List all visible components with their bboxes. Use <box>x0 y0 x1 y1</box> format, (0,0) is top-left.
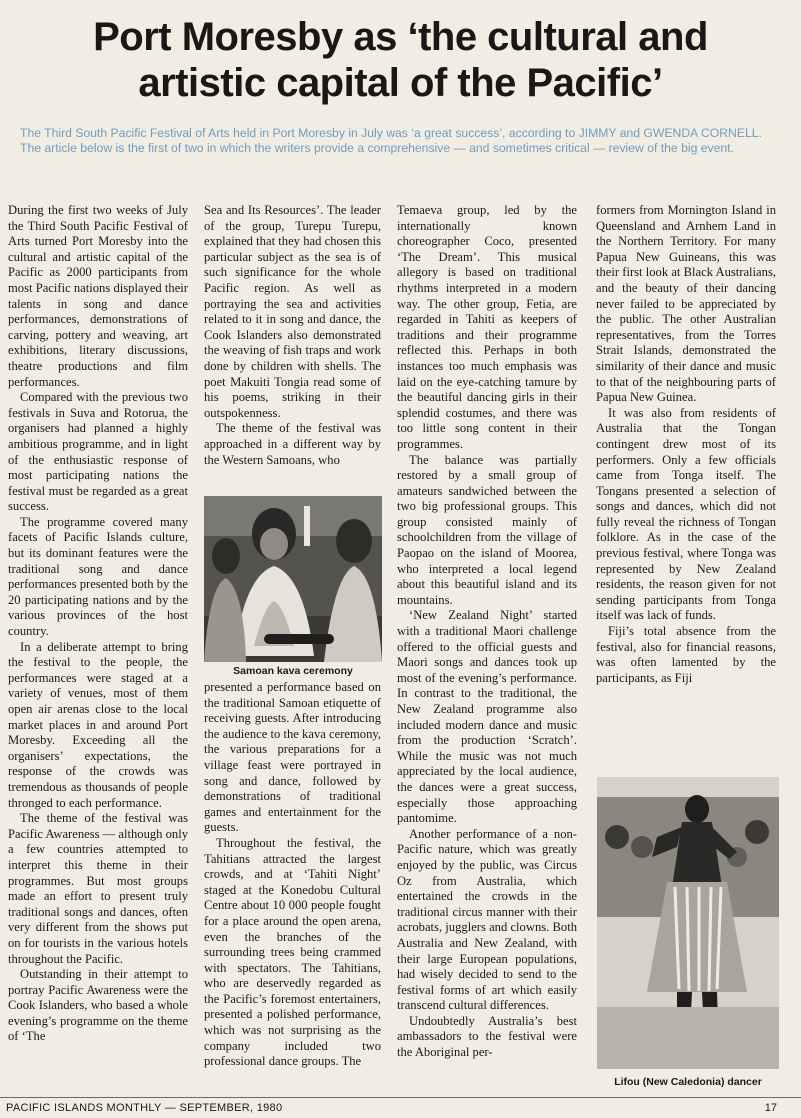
kava-photo-caption: Samoan kava ceremony <box>233 665 353 677</box>
headline <box>0 14 801 106</box>
paragraph: During the first two weeks of July the Third South Pacific Festival of Arts turned Port Moresby into the cultural and artistic capital of the Pacific as 2000 participants from most Pacific nations displayed their talents in song and dance performances, demonstrations of carving, pottery and weaving, art exhibitions, literary discussions, theatre productions and film performances. <box>8 203 188 389</box>
paragraph: The theme of the festival was Pacific Awareness — although only a few countries attempted to interpret this theme in their programmes. But most groups made an effort to present truly traditional songs and dances, often very different from the shows put on for tourists in the various hotels throughout the Pacific. <box>8 811 189 966</box>
standfirst: The Third South Pacific Festival of Arts held in Port Moresby in July was ‘a great success’, according to JIMMY and GWENDA CORNELL. The article below is the first of two in which the writers provide a comprehensive — and sometimes critical — review of the big event. <box>20 126 762 155</box>
article-column-1 <box>8 203 188 1045</box>
article-column-4 <box>596 203 776 686</box>
paragraph: Undoubtedly Australia’s best ambassadors to the festival were the Aboriginal per- <box>397 1013 577 1060</box>
paragraph: Temaeva group, led by the internationally known choreographer Coco, presented ‘The Dream’. This musical allegory is based on traditional rhythms interpreted in a modern way. The other group, Fetia, are regarded in Tahiti as keepers of traditions and their programme reflected this. Perhaps in both instances too much emphasis was laid on the eye-catching tamure by the beautiful dancing girls in their splendid costumes, and there was too little song content in their programmes. <box>397 203 577 451</box>
article-column-3 <box>397 203 577 1061</box>
paragraph: Fiji’s total absence from the festival, also for financial reasons, was often lamented by the participants, as Fiji <box>596 624 776 685</box>
page-number: 17 <box>764 1102 777 1114</box>
paragraph: formers from Mornington Island in Queensland and Arnhem Land in the Northern Territory. For many Papua New Guineans, this was their first look at Black Australians, and the beauty of their dancing never failed to be appreciated by the public. The other Australian representatives, from the Torres Strait Islands, demonstrated the similarity of their dance and music to that of the neighbouring parts of Papua New Guinea. <box>596 203 776 405</box>
article-column-2 <box>204 203 381 468</box>
paragraph: Compared with the previous two festivals in Suva and Rotorua, the organisers had planned a highly ambitious programme, and in light of the enthusiastic response of most participating nations the festival must be regarded as a great success. <box>8 390 188 514</box>
paragraph: The theme of the festival was approached in a different way by the Western Samoans, who <box>204 421 381 467</box>
dancer-photo-caption: Lifou (New Caledonia) dancer <box>614 1076 762 1088</box>
paragraph: ‘New Zealand Night’ started with a traditional Maori challenge offered to the official guests and Maori songs and dances took up most of the evening’s performance. In contrast to the traditional, the New Zealand programme also included modern dance and music from the production ‘Scratch’. While the music was not much appreciated by the local audience, the dances were a great success, especially those approaching pantomime. <box>397 608 577 826</box>
paragraph: The programme covered many facets of Pacific Islands culture, but its dominant features were the traditional song and dance performances presented both by the 20 participating nations and by the various provinces of the host country. <box>8 514 188 639</box>
paragraph: The balance was partially restored by a small group of amateurs sandwiched between the two big professional groups. This group consisted mainly of schoolchildren from the village of Paopao on the island of Moorea, who interpreted a local legend about this beautiful island and its mountains. <box>397 452 577 607</box>
publication-footer: PACIFIC ISLANDS MONTHLY — SEPTEMBER, 1980 <box>6 1102 283 1114</box>
kava-ceremony-image <box>204 496 382 662</box>
footer-divider <box>0 1097 801 1098</box>
headline-line-2: artistic capital of the Pacific’ <box>138 61 663 105</box>
kava-ceremony-photo <box>204 496 382 662</box>
article-column-2-continued <box>204 680 381 1070</box>
paragraph: Throughout the festival, the Tahitians attracted the largest crowds, and at ‘Tahiti Night’ staged at the Konedobu Cultural Centre about 10 000 people fought for a place around the open arena, even the branches of the surrounding trees being crammed with spectators. The Tahitians, who are deservedly regarded as the Pacific’s foremost entertainers, presented a polished performance, which was not surprising as the company included two professional dance groups. The <box>204 835 381 1069</box>
headline-line-1: Port Moresby as ‘the cultural and <box>93 15 708 59</box>
dancer-photo <box>597 777 779 1069</box>
paragraph: Sea and Its Resources’. The leader of the group, Turepu Turepu, explained that they had chosen this particular subject as the sea is of such significance for the whole Pacific region. As well as portraying the sea and activities related to it in song and dance, the Cook Islanders also demonstrated the weaving of fish traps and work done by children with shells. The poet Makuiti Tongia read some of his poems, striking in their outspokenness. <box>204 203 381 420</box>
lifou-dancer-image <box>597 777 779 1069</box>
paragraph: In a deliberate attempt to bring the festival to the people, the performances were staged at a variety of venues, most of them open air arenas close to the local market places in and around Port Moresby. Exceeding all the organisers’ expectations, the response of the crowds was tremendous as thousands of people thronged to each performance. <box>8 639 188 810</box>
paragraph: It was also from residents of Australia that the Tongan contingent drew most of its performers. Only a few officials came from Tonga itself. The Tongans presented a selection of songs and dances, which did not fully reveal the richness of Tongan folklore. As in the case of the previous festival, where Tonga was represented by New Zealand residents, the reason given for not sending participants from Tonga itself was lack of funds. <box>596 405 776 623</box>
paragraph: Outstanding in their attempt to portray Pacific Awareness were the Cook Islanders, who based a whole evening’s programme on the theme of ‘The <box>8 967 188 1044</box>
paragraph: Another performance of a non-Pacific nature, which was greatly enjoyed by the public, was Circus Oz from Australia, which entertained the crowds in the traditional circus manner with their acrobats, jugglers and clowns. Both Australia and New Zealand, with their large European populations, had wisely decided to send to the festival forms of art which easily transcend cultural differences. <box>397 826 577 1013</box>
paragraph: presented a performance based on the traditional Samoan etiquette of receiving guests. After introducing the audience to the kava ceremony, the various preparations for a village feast were portrayed in song and dance, followed by demonstrations of traditional games and entertainment for the guests. <box>204 680 381 835</box>
